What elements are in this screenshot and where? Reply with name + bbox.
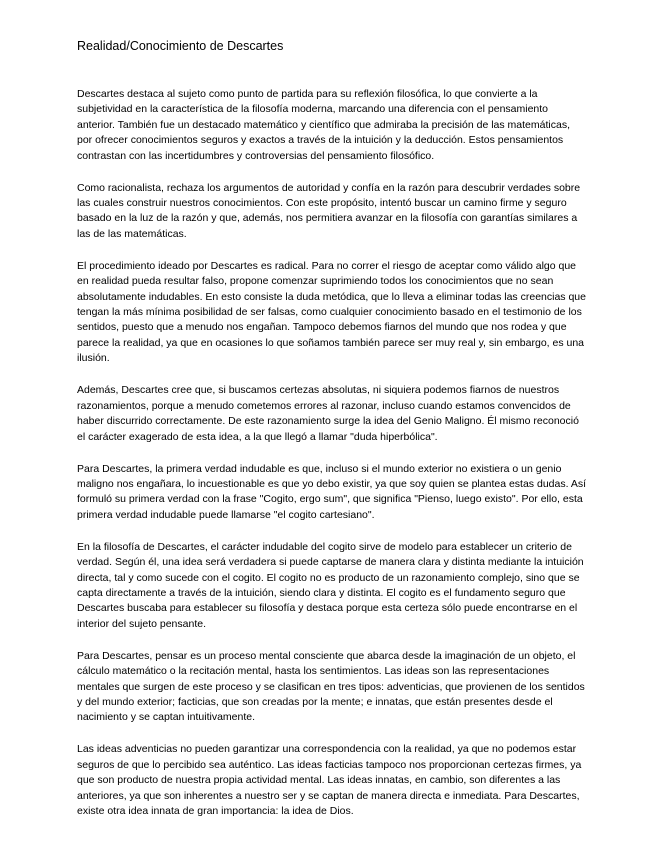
paragraph: El procedimiento ideado por Descartes es radical. Para no correr el riesgo de aceptar como válido algo que en realidad pueda resultar falso, propone comenzar suprimiendo todos los conocimientos que no sean absolutamente indudables. En esto consiste la duda metódica, que lo lleva a eliminar todas las creencias que tengan la más mínima posibilidad de ser falsas, como cualquier conocimiento basado en el testimonio de los sentidos, puesto que a menudo nos engañan. Tampoco debemos fiarnos del mundo que nos rodea y que parece la realidad, ya que en ocasiones lo que soñamos también parece ser muy real y, sin embargo, es una ilusión.: [77, 259, 586, 365]
paragraph: En la filosofía de Descartes, el carácter indudable del cogito sirve de modelo para establecer un criterio de verdad. Según él, una idea será verdadera si puede captarse de manera clara y distinta mediante la intuición directa, tal y como sucede con el cogito. El cogito no es producto de un razonamiento complejo, sino que se capta directamente a través de la intuición, siendo clara y distinta. El cogito es el fundamento seguro que Descartes buscaba para establecer su filosofía y destaca porque esta certeza sólo puede encontrarse en el interior del sujeto pensante.: [77, 540, 584, 630]
paragraph: Las ideas adventicias no pueden garantizar una correspondencia con la realidad, ya que no podemos estar seguros de que lo percibido sea auténtico. Las ideas facticias tampoco nos proporcionan certezas firmes, ya que son producto de nuestra propia actividad mental. Las ideas innatas, en cambio, son diferentes a las anteriores, ya que son inherentes a nuestro ser y se captan de manera directa e inmediata. Para Descartes, existe otra idea innata de gran importancia: la idea de Dios.: [77, 743, 582, 817]
paragraph: Descartes destaca al sujeto como punto de partida para su reflexión filosófica, lo que convierte a la subjetividad en la característica de la filosofía moderna, marcando una diferencia con el pensamiento anterior. También fue un destacado matemático y científico que admiraba la precisión de las matemáticas, por ofrecer conocimientos seguros y exactos a través de la intuición y la deducción. Estos pensamientos contrastan con las incertidumbres y controversias del pensamiento filosófico.: [77, 88, 570, 162]
paragraph: Además, Descartes cree que, si buscamos certezas absolutas, ni siquiera podemos fiarnos de nuestros razonamientos, porque a menudo cometemos errores al razonar, incluso cuando estamos convencidos de haber discurrido correctamente. De este razonamiento surge la idea del Genio Maligno. Él mismo reconoció el carácter exagerado de esta idea, a la que llegó a llamar "duda hiperbólica".: [77, 384, 579, 443]
document-body: [77, 87, 587, 836]
paragraph: Para Descartes, la primera verdad indudable es que, incluso si el mundo exterior no existiera o un genio maligno nos engañara, lo incuestionable es que yo debo existir, ya que soy quien se plantea estas dudas. Así formuló su primera verdad con la frase "Cogito, ergo sum", que significa "Pienso, luego existo". Por ello, esta primera verdad indudable puede llamarse "el cogito cartesiano".: [77, 462, 587, 521]
paragraph: Como racionalista, rechaza los argumentos de autoridad y confía en la razón para descubrir verdades sobre las cuales construir nuestros conocimientos. Con este propósito, intentó buscar un camino firme y seguro basado en la luz de la razón y que, además, nos permitiera avanzar en la filosofía con garantías similares a las de las matemáticas.: [77, 181, 581, 240]
paragraph: Para Descartes, pensar es un proceso mental consciente que abarca desde la imaginación de un objeto, el cálculo matemático o la recitación mental, hasta los sentimientos. Las ideas son las representaciones mentales que surgen de este proceso y se clasifican en tres tipos: adventicias, que provienen de los sentidos y del mundo exterior; facticias, que son creadas por la mente; e innatas, que están presentes desde el nacimiento y se captan intuitivamente.: [77, 649, 585, 724]
document-title: Realidad/Conocimiento de Descartes: [77, 39, 284, 53]
